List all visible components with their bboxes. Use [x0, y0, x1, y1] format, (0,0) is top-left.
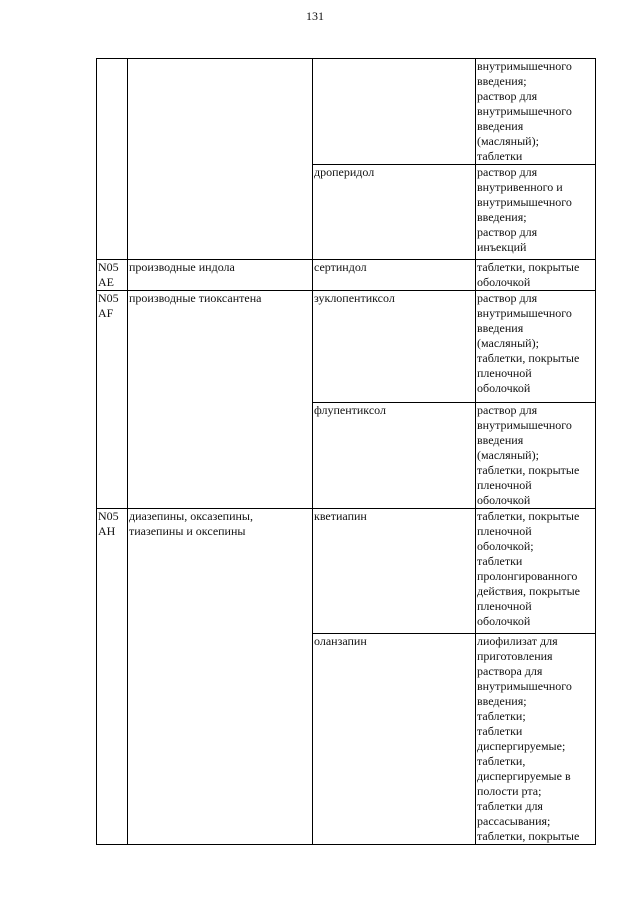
table-row: [97, 260, 596, 291]
atc-code-cell: N05 AH: [97, 509, 128, 845]
inn-cell: [313, 59, 476, 165]
dosage-forms-cell: раствор для внутривенного и внутримышечного введения; раствор для инъекций: [476, 165, 596, 260]
inn-cell: дроперидол: [313, 165, 476, 260]
table-row: [97, 291, 596, 403]
table-row: [97, 509, 596, 634]
dosage-forms-cell: лиофилизат для приготовления раствора для внутримышечного введения; таблетки; таблетки диспергируемые; таблетки, диспергируемые в полости рта; таблетки для рассасывания; таблетки, покрытые: [476, 634, 596, 845]
group-name-cell: производные индола: [128, 260, 313, 291]
dosage-forms-cell: внутримышечного введения; раствор для внутримышечного введения (масляный); таблетки: [476, 59, 596, 165]
inn-cell: кветиапин: [313, 509, 476, 634]
group-name-cell: [128, 59, 313, 260]
group-name-cell: диазепины, оксазепины, тиазепины и оксепины: [128, 509, 313, 845]
inn-cell: оланзапин: [313, 634, 476, 845]
page-number: 131: [306, 9, 324, 23]
atc-code-cell: N05 AF: [97, 291, 128, 509]
drug-table: [96, 58, 596, 845]
inn-cell: сертиндол: [313, 260, 476, 291]
inn-cell: зуклопентиксол: [313, 291, 476, 403]
atc-code-cell: N05 AE: [97, 260, 128, 291]
dosage-forms-cell: таблетки, покрытые оболочкой: [476, 260, 596, 291]
table-row: [97, 59, 596, 165]
dosage-forms-cell: раствор для внутримышечного введения (масляный); таблетки, покрытые пленочной оболочкой: [476, 291, 596, 403]
inn-cell: флупентиксол: [313, 403, 476, 509]
atc-code-cell: [97, 59, 128, 260]
dosage-forms-cell: таблетки, покрытые пленочной оболочкой; таблетки пролонгированного действия, покрытые пленочной оболочкой: [476, 509, 596, 634]
group-name-cell: производные тиоксантена: [128, 291, 313, 509]
dosage-forms-cell: раствор для внутримышечного введения (масляный); таблетки, покрытые пленочной оболочкой: [476, 403, 596, 509]
